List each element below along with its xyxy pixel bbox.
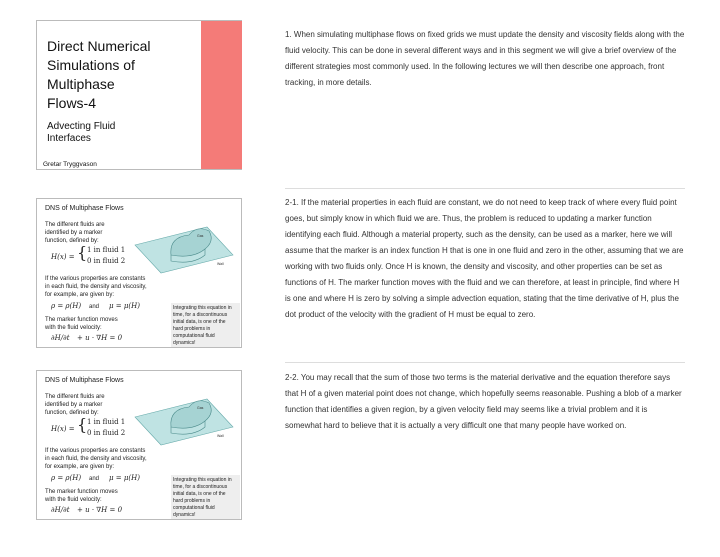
subtitle-line: Interfaces — [47, 133, 91, 144]
advection-lhs: ∂H/∂t — [51, 334, 70, 342]
text-line: If the various properties are constants — [45, 276, 146, 282]
divider — [285, 362, 685, 363]
text-line: initial data, is one of the — [173, 491, 226, 497]
brace: { — [77, 243, 88, 262]
subtitle-line: Advecting Fluid — [47, 121, 116, 132]
and-text: and — [89, 476, 100, 482]
slide-author: Gretar Tryggvason — [43, 161, 97, 168]
text-line: If the various properties are constants — [45, 448, 146, 454]
text-line: for example, are given by: — [45, 292, 115, 298]
text-line: hard problems in — [173, 498, 211, 504]
note-paragraph-3: 2-2. You may recall that the sum of those two terms is the material derivative and the equation therefore says that H of a given material point does not change, which hopefully seems reasonable. Pushing a blob of a marker function that identifies a given region, by a given velocity field may seems like a trivial problem and it is somewhat hard to believe that it is actually a very difficult one that many people have worked on. — [285, 373, 682, 430]
title-line: Direct Numerical — [47, 38, 151, 54]
slide-heading: DNS of Multiphase Flows — [45, 377, 124, 384]
case-fluid-2: 0 in fluid 2 — [87, 257, 126, 265]
text-line: Integrating this equation in — [173, 477, 232, 483]
case-fluid-1: 1 in fluid 1 — [87, 246, 126, 254]
text-line: dynamics! — [173, 512, 196, 518]
marker-equation: H(x) = — [51, 425, 75, 433]
density-equation: ρ = ρ(H) — [51, 302, 82, 310]
brace: { — [77, 415, 88, 434]
divider — [285, 188, 685, 189]
note-box — [171, 475, 240, 519]
title-slide — [36, 20, 242, 170]
title-line: Simulations of — [47, 57, 135, 73]
properties-text — [45, 447, 147, 471]
text-line: time, for a discontinuous — [173, 312, 228, 318]
properties-text — [45, 275, 147, 299]
text-line: initial data, is one of the — [173, 319, 226, 325]
content-slide — [36, 370, 242, 520]
advection-rhs: + u · ∇H = 0 — [77, 506, 123, 514]
text-line: in each fluid, the density and viscosity, — [45, 284, 147, 290]
text-line: identified by a marker — [45, 402, 103, 408]
slide-title — [47, 37, 150, 113]
text-line: Integrating this equation in — [173, 305, 232, 311]
title-line: Multiphase — [47, 76, 115, 92]
case-fluid-2: 0 in fluid 2 — [87, 429, 126, 437]
text-line: for example, are given by: — [45, 464, 115, 470]
content-slide — [36, 198, 242, 348]
figure-label-bottom: Wall — [217, 434, 224, 438]
text-line: computational fluid — [173, 505, 215, 511]
fluid-blob-figure — [131, 393, 235, 449]
density-equation: ρ = ρ(H) — [51, 474, 82, 482]
advection-rhs: + u · ∇H = 0 — [77, 334, 123, 342]
text-line: computational fluid — [173, 333, 215, 339]
text-line: The marker function moves — [45, 317, 118, 323]
intro-text — [45, 393, 105, 417]
note-paragraph-2: 2-1. If the material properties in each fluid are constant, we do not need to keep track of where every fluid point goes, but simply know in which fluid we are. Thus, the problem is reduced to updating a marker function identifying each fluid. Although a material property, such as the density, can be used as a marker, here we will assume that the marker is an index function H that is one in one fluid and zero in the other, assuming that we are working with two fluids only. Once H is known, the density and viscosity, and other properties can be set as functions of H. The marker function moves with the fluid and we can therefore, at least in principle, find where H is one and where H is zero by solving a simple advection equation, stating that the time derivative of H, plus the dot product of the velocity with the gradient of H must be equal to zero. — [285, 198, 684, 319]
figure-label-bottom: Wall — [217, 262, 224, 266]
text-line: with the fluid velocity: — [45, 497, 102, 503]
case-fluid-1: 1 in fluid 1 — [87, 418, 126, 426]
text-line: function, defined by: — [45, 238, 99, 244]
text-line: The marker function moves — [45, 489, 118, 495]
viscosity-equation: μ = μ(H) — [109, 474, 140, 482]
intro-text — [45, 221, 105, 245]
marker-equation: H(x) = — [51, 253, 75, 261]
text-line: The different fluids are — [45, 222, 105, 228]
text-line: dynamics! — [173, 340, 196, 346]
text-line: The different fluids are — [45, 394, 105, 400]
figure-label-top: Gas — [197, 234, 204, 238]
title-line: Flows-4 — [47, 95, 97, 111]
advection-lhs: ∂H/∂t — [51, 506, 70, 514]
accent-bar — [201, 21, 242, 169]
slide-subtitle — [47, 121, 115, 145]
text-line: function, defined by: — [45, 410, 99, 416]
viscosity-equation: μ = μ(H) — [109, 302, 140, 310]
text-line: time, for a discontinuous — [173, 484, 228, 490]
text-line: with the fluid velocity: — [45, 325, 102, 331]
marker-moves-text — [45, 488, 118, 504]
text-line: hard problems in — [173, 326, 211, 332]
slide-heading: DNS of Multiphase Flows — [45, 205, 124, 212]
text-line: in each fluid, the density and viscosity, — [45, 456, 147, 462]
note-paragraph-1: 1. When simulating multiphase flows on fixed grids we must update the density and viscosity fields along with the fluid velocity. This can be done in several different ways and in this segment we will give a brief overview of the different strategies most commonly used. In the following lectures we will then describe one approach, front tracking, in more details. — [285, 30, 685, 87]
note-box — [171, 303, 240, 347]
text-line: identified by a marker — [45, 230, 103, 236]
marker-moves-text — [45, 316, 118, 332]
figure-label-top: Gas — [197, 406, 204, 410]
and-text: and — [89, 304, 100, 310]
fluid-blob-figure — [131, 221, 235, 277]
